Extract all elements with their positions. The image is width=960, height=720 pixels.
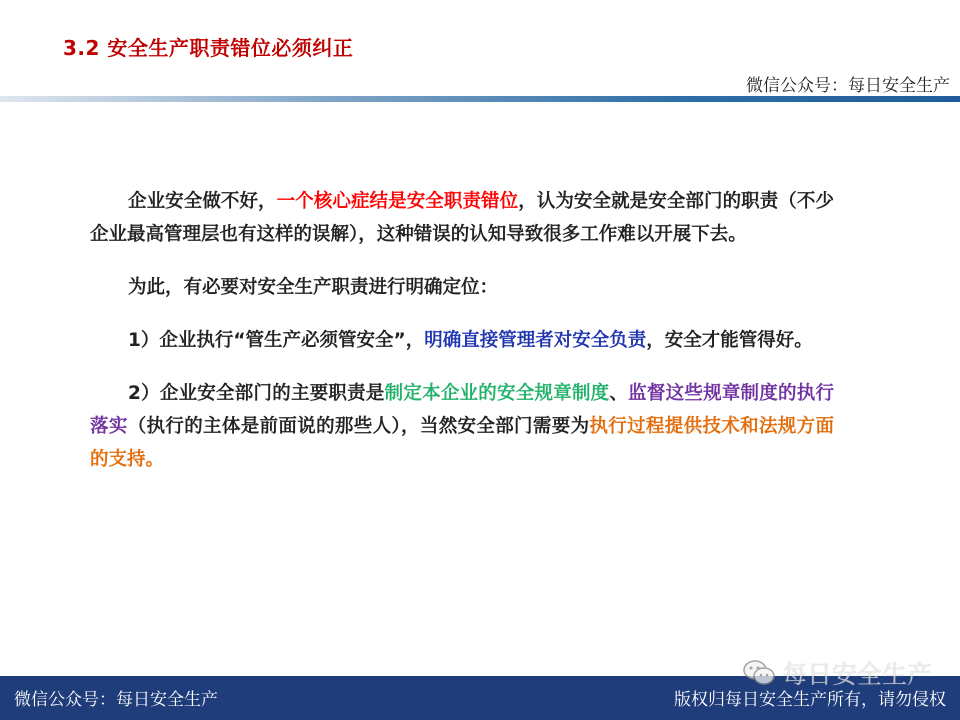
- paragraph-4: [90, 377, 834, 476]
- wechat-icon: [742, 658, 776, 688]
- header-watermark: 微信公众号：每日安全生产: [746, 76, 950, 96]
- p1-highlight-red: 一个核心症结是安全职责错位: [276, 191, 519, 212]
- paragraph-3: [90, 324, 834, 357]
- p4-text-e: （执行的主体是前面说的那些人），当然安全部门需要为: [127, 416, 590, 437]
- slide-title: 3.2 安全生产职责错位必须纠正: [63, 36, 354, 60]
- header-divider-bar: [0, 96, 960, 102]
- p3-highlight-blue: 明确直接管理者对安全负责: [424, 330, 647, 351]
- footer-left-text: 微信公众号：每日安全生产: [14, 690, 218, 710]
- watermark-text: 每日安全生产: [782, 660, 933, 689]
- p4-highlight-orange: 执行过程提供技术和法规方面的支持。: [90, 416, 834, 470]
- p2-text: 为此，有必要对安全生产职责进行明确定位：: [128, 277, 499, 298]
- paragraph-2: [90, 271, 834, 304]
- p1-text-a: 企业安全做不好，: [128, 191, 277, 212]
- p4-highlight-green: 制定本企业的安全规章制度: [384, 383, 610, 404]
- p3-text-c: ，安全才能管得好。: [646, 330, 813, 351]
- wechat-watermark: [742, 656, 932, 690]
- p3-text-a: 1）企业执行“管生产必须管安全”，: [128, 330, 425, 351]
- p1-text-c: ，认为安全就是安全部门的职责（不少企业最高管理层也有这样的误解），这种错误的认知导致很多工作难以开展下去。: [90, 191, 834, 245]
- slide-body: [90, 185, 834, 496]
- paragraph-1: [90, 185, 834, 251]
- footer-right-text: 版权归每日安全生产所有，请勿侵权: [674, 690, 946, 710]
- p4-text-c: 、: [609, 383, 629, 404]
- p4-highlight-purple: 监督这些规章制度的执行落实: [90, 383, 834, 437]
- p4-text-a: 2）企业安全部门的主要职责是: [128, 383, 385, 404]
